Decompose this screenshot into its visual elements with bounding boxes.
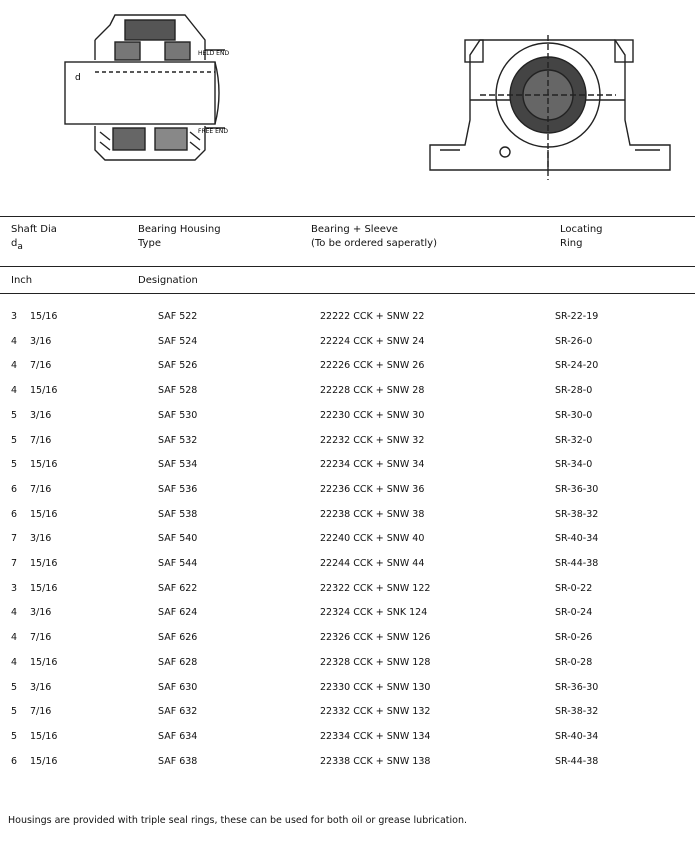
cell-bearing: 22236 CCK + SNW 36 [320,483,425,495]
cell-shaft-whole: 7 [11,558,18,569]
table-row [0,459,695,473]
cell-ring: SR-24-20 [555,360,599,372]
table-row [0,360,695,374]
cell-housing: SAF 534 [158,459,198,471]
table-row [0,435,695,449]
cell-shaft-whole: 6 [11,483,18,495]
front-view-drawing [420,0,690,200]
cell-housing: SAF 626 [158,632,198,644]
cell-housing: SAF 538 [158,508,198,520]
cell-housing: SAF 624 [158,607,198,619]
table-row [0,583,695,597]
cell-bearing: 22326 CCK + SNW 126 [320,632,431,644]
cell-shaft-fraction: 3/16 [30,533,52,545]
cell-bearing: 22240 CCK + SNW 40 [320,533,425,545]
cell-shaft-whole: 4 [11,385,18,397]
cell-housing: SAF 622 [158,582,198,594]
held-end-label: HELD END [198,50,230,57]
cell-shaft-fraction: 3/16 [30,335,52,347]
header-unit-inch: Inch [11,275,33,286]
header-shaft-dia: Shaft Dia [11,224,57,235]
cell-housing: SAF 530 [158,409,198,421]
header-divider-rule [0,266,695,267]
cell-shaft-whole: 3 [11,311,18,322]
cell-shaft-fraction: 15/16 [30,459,58,471]
cell-housing: SAF 544 [158,558,198,569]
cell-ring: SR-36-30 [555,483,599,495]
cell-housing: SAF 528 [158,385,198,397]
cell-bearing: 22234 CCK + SNW 34 [320,459,425,471]
cell-shaft-whole: 3 [11,582,18,594]
cell-ring: SR-22-19 [555,311,599,322]
cell-housing: SAF 628 [158,656,198,668]
cell-bearing: 22226 CCK + SNW 26 [320,360,425,372]
cell-shaft-whole: 4 [11,335,18,347]
cell-shaft-fraction: 15/16 [30,582,58,594]
cell-shaft-whole: 7 [11,533,18,545]
cell-shaft-whole: 4 [11,607,18,619]
cell-bearing: 22332 CCK + SNW 132 [320,706,431,718]
header-designation: Designation [138,275,198,286]
cell-ring: SR-0-24 [555,607,593,619]
cell-ring: SR-36-30 [555,681,599,693]
cell-shaft-whole: 4 [11,656,18,668]
cell-bearing: 22230 CCK + SNW 30 [320,409,425,421]
cell-housing: SAF 630 [158,681,198,693]
cell-shaft-whole: 5 [11,434,18,446]
cell-shaft-fraction: 15/16 [30,311,58,322]
cell-shaft-fraction: 15/16 [30,730,58,742]
cell-bearing: 22338 CCK + SNW 138 [320,755,431,767]
cell-bearing: 22238 CCK + SNW 38 [320,508,425,520]
table-row [0,706,695,720]
table-row [0,657,695,671]
cell-bearing: 22330 CCK + SNW 130 [320,681,431,693]
header-bearing-housing: Bearing Housing [138,224,221,235]
cell-ring: SR-40-34 [555,533,599,545]
cell-shaft-whole: 5 [11,459,18,471]
cell-shaft-fraction: 7/16 [30,632,52,644]
cell-shaft-whole: 5 [11,409,18,421]
cell-housing: SAF 634 [158,730,198,742]
cell-bearing: 22328 CCK + SNW 128 [320,656,431,668]
cell-housing: SAF 536 [158,483,198,495]
table-row [0,311,695,325]
free-end-label: FREE END [198,128,229,135]
table-row [0,756,695,770]
header-order-note: (To be ordered saperatly) [311,238,438,249]
cell-shaft-whole: 5 [11,681,18,693]
table-row [0,533,695,547]
table-row [0,385,695,399]
table-row [0,410,695,424]
table-row [0,682,695,696]
cell-housing: SAF 540 [158,533,198,545]
cell-bearing: 22224 CCK + SNW 24 [320,335,425,347]
footnote: Housings are provided with triple seal rings, these can be used for both oil or grease lubrication. [8,815,468,826]
header-ring: Ring [560,238,583,249]
cell-shaft-whole: 4 [11,632,18,644]
cell-bearing: 22244 CCK + SNW 44 [320,558,425,569]
cell-ring: SR-34-0 [555,459,593,471]
cell-ring: SR-32-0 [555,434,593,446]
cell-ring: SR-40-34 [555,730,599,742]
cell-bearing: 22334 CCK + SNW 134 [320,730,431,742]
cell-shaft-fraction: 15/16 [30,558,58,569]
table-row [0,484,695,498]
table-row [0,731,695,745]
cell-shaft-fraction: 7/16 [30,360,52,372]
cell-shaft-fraction: 7/16 [30,483,52,495]
cell-shaft-fraction: 7/16 [30,434,52,446]
cell-shaft-fraction: 3/16 [30,409,52,421]
cell-shaft-whole: 4 [11,360,18,372]
cell-ring: SR-26-0 [555,335,593,347]
table-top-rule [0,216,695,217]
cell-housing: SAF 522 [158,311,198,322]
cell-ring: SR-44-38 [555,558,599,569]
table-row [0,509,695,523]
cell-shaft-fraction: 15/16 [30,508,58,520]
cell-shaft-fraction: 15/16 [30,656,58,668]
cell-ring: SR-0-28 [555,656,593,668]
cell-housing: SAF 632 [158,706,198,718]
shaft-dia-label: d [75,73,81,83]
subheader-divider-rule [0,293,695,294]
cell-ring: SR-0-26 [555,632,593,644]
cell-bearing: 22222 CCK + SNW 22 [320,311,425,322]
cell-housing: SAF 524 [158,335,198,347]
cell-ring: SR-38-32 [555,508,599,520]
cell-housing: SAF 638 [158,755,198,767]
cell-bearing: 22228 CCK + SNW 28 [320,385,425,397]
cell-shaft-fraction: 3/16 [30,681,52,693]
cell-ring: SR-30-0 [555,409,593,421]
cell-bearing: 22322 CCK + SNW 122 [320,582,431,594]
header-da: $d_a$ [11,238,23,252]
sectional-view-drawing [55,0,270,200]
cell-ring: SR-44-38 [555,755,599,767]
cell-shaft-whole: 6 [11,755,18,767]
header-type: Type [138,238,161,249]
cell-shaft-whole: 5 [11,706,18,718]
cell-ring: SR-0-22 [555,582,593,594]
cell-ring: SR-38-32 [555,706,599,718]
cell-bearing: 22324 CCK + SNK 124 [320,607,428,619]
header-locating: Locating [560,224,603,235]
cell-shaft-whole: 5 [11,730,18,742]
table-row [0,632,695,646]
table-row [0,336,695,350]
cell-shaft-fraction: 7/16 [30,706,52,718]
cell-bearing: 22232 CCK + SNW 32 [320,434,425,446]
cell-shaft-fraction: 3/16 [30,607,52,619]
header-bearing-sleeve: Bearing + Sleeve [311,224,398,235]
table-row [0,607,695,621]
cell-shaft-fraction: 15/16 [30,385,58,397]
cell-shaft-whole: 6 [11,508,18,520]
cell-housing: SAF 526 [158,360,198,372]
cell-housing: SAF 532 [158,434,198,446]
cell-shaft-fraction: 15/16 [30,755,58,767]
cell-ring: SR-28-0 [555,385,593,397]
table-row [0,558,695,572]
